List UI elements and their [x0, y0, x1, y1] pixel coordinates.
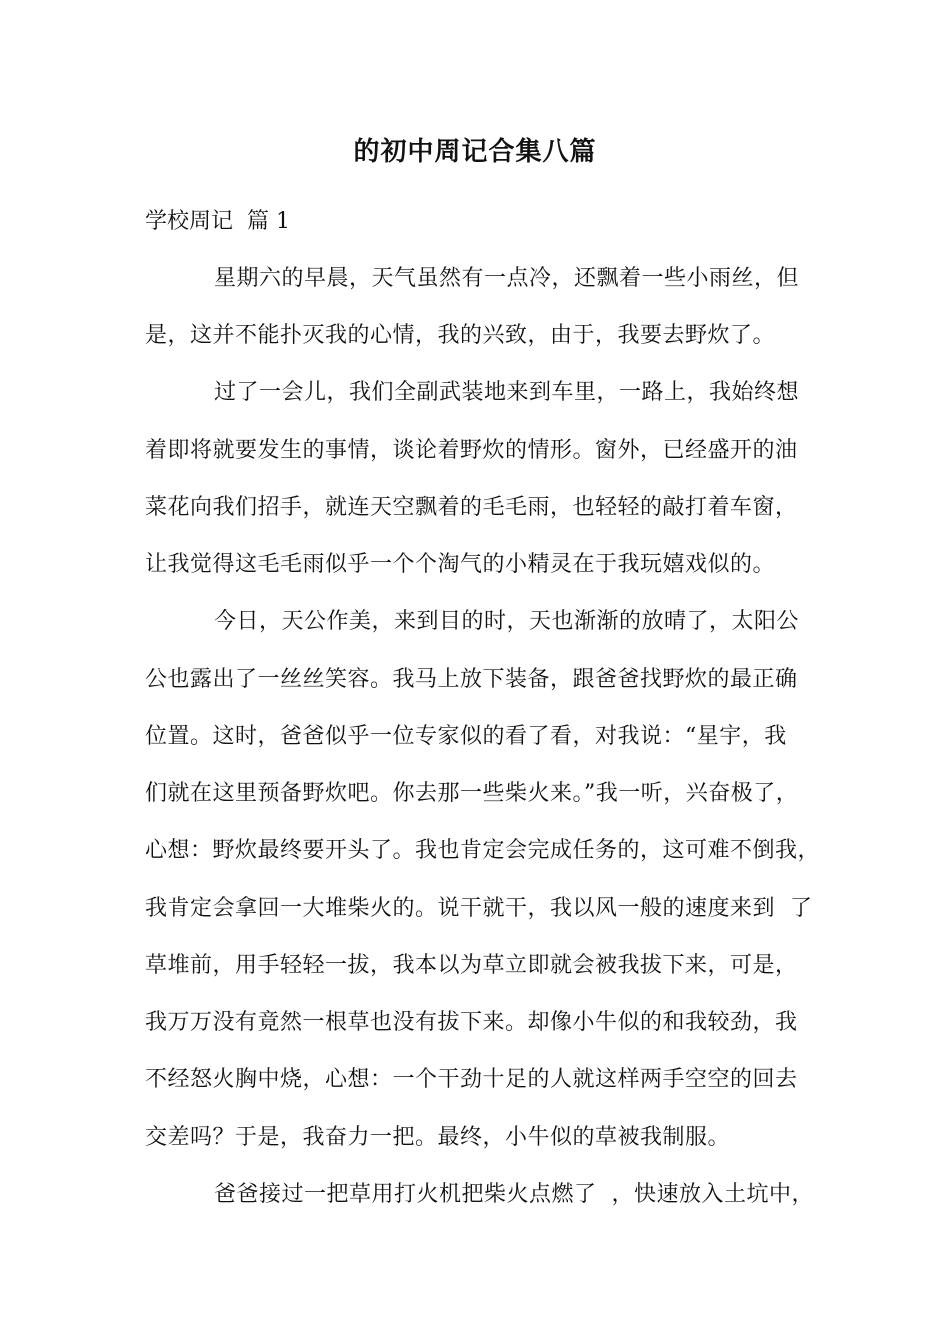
section-heading: 学校周记 篇 1 — [145, 209, 290, 234]
text-line: 爸爸接过一把草用打火机把柴火点燃了 ，快速放入土坑中， — [214, 1182, 814, 1207]
text-line: 公也露出了一丝丝笑容。我马上放下装备，跟爸爸找野炊的最正确 — [145, 667, 798, 692]
text-line: 不经怒火胸中烧，心想：一个干劲十足的人就这样两手空空的回去 — [145, 1067, 798, 1092]
text-line: 交差吗？于是，我奋力一把。最终，小牛似的草被我制服。 — [145, 1125, 731, 1150]
text-line: 今日，天公作美，来到目的时，天也渐渐的放晴了，太阳公 — [214, 609, 800, 634]
text-line: 位置。这时，爸爸似乎一位专家似的看了看，对我说：“星宇，我 — [145, 724, 787, 749]
text-line: 我万万没有竟然一根草也没有拔下来。却像小牛似的和我较劲，我 — [145, 1010, 798, 1035]
text-line: 星期六的早晨，天气虽然有一点冷，还飘着一些小雨丝，但 — [214, 266, 800, 291]
text-line: 着即将就要发生的事情，谈论着野炊的情形。窗外，已经盛开的油 — [145, 438, 798, 463]
text-line: 们就在这里预备野炊吧。你去那一些柴火来。”我一听，兴奋极了， — [145, 781, 799, 806]
text-line: 过了一会儿，我们全副武装地来到车里，一路上，我始终想 — [214, 380, 800, 405]
text-line: 心想：野炊最终要开头了。我也肯定会完成任务的，这可难不倒我， — [145, 838, 821, 863]
document-title: 的初中周记合集八篇 — [353, 137, 597, 167]
text-line: 让我觉得这毛毛雨似乎一个个淘气的小精灵在于我玩嬉戏似的。 — [145, 552, 776, 577]
text-line: 草堆前，用手轻轻一拔，我本以为草立即就会被我拔下来，可是， — [145, 953, 798, 978]
text-line: 菜花向我们招手，就连天空飘着的毛毛雨，也轻轻的敲打着车窗， — [145, 495, 798, 520]
text-line: 是，这并不能扑灭我的心情，我的兴致，由于，我要去野炊了。 — [145, 323, 776, 348]
text-line: 我肯定会拿回一大堆柴火的。说干就干，我以风一般的速度来到 了 — [145, 896, 813, 921]
